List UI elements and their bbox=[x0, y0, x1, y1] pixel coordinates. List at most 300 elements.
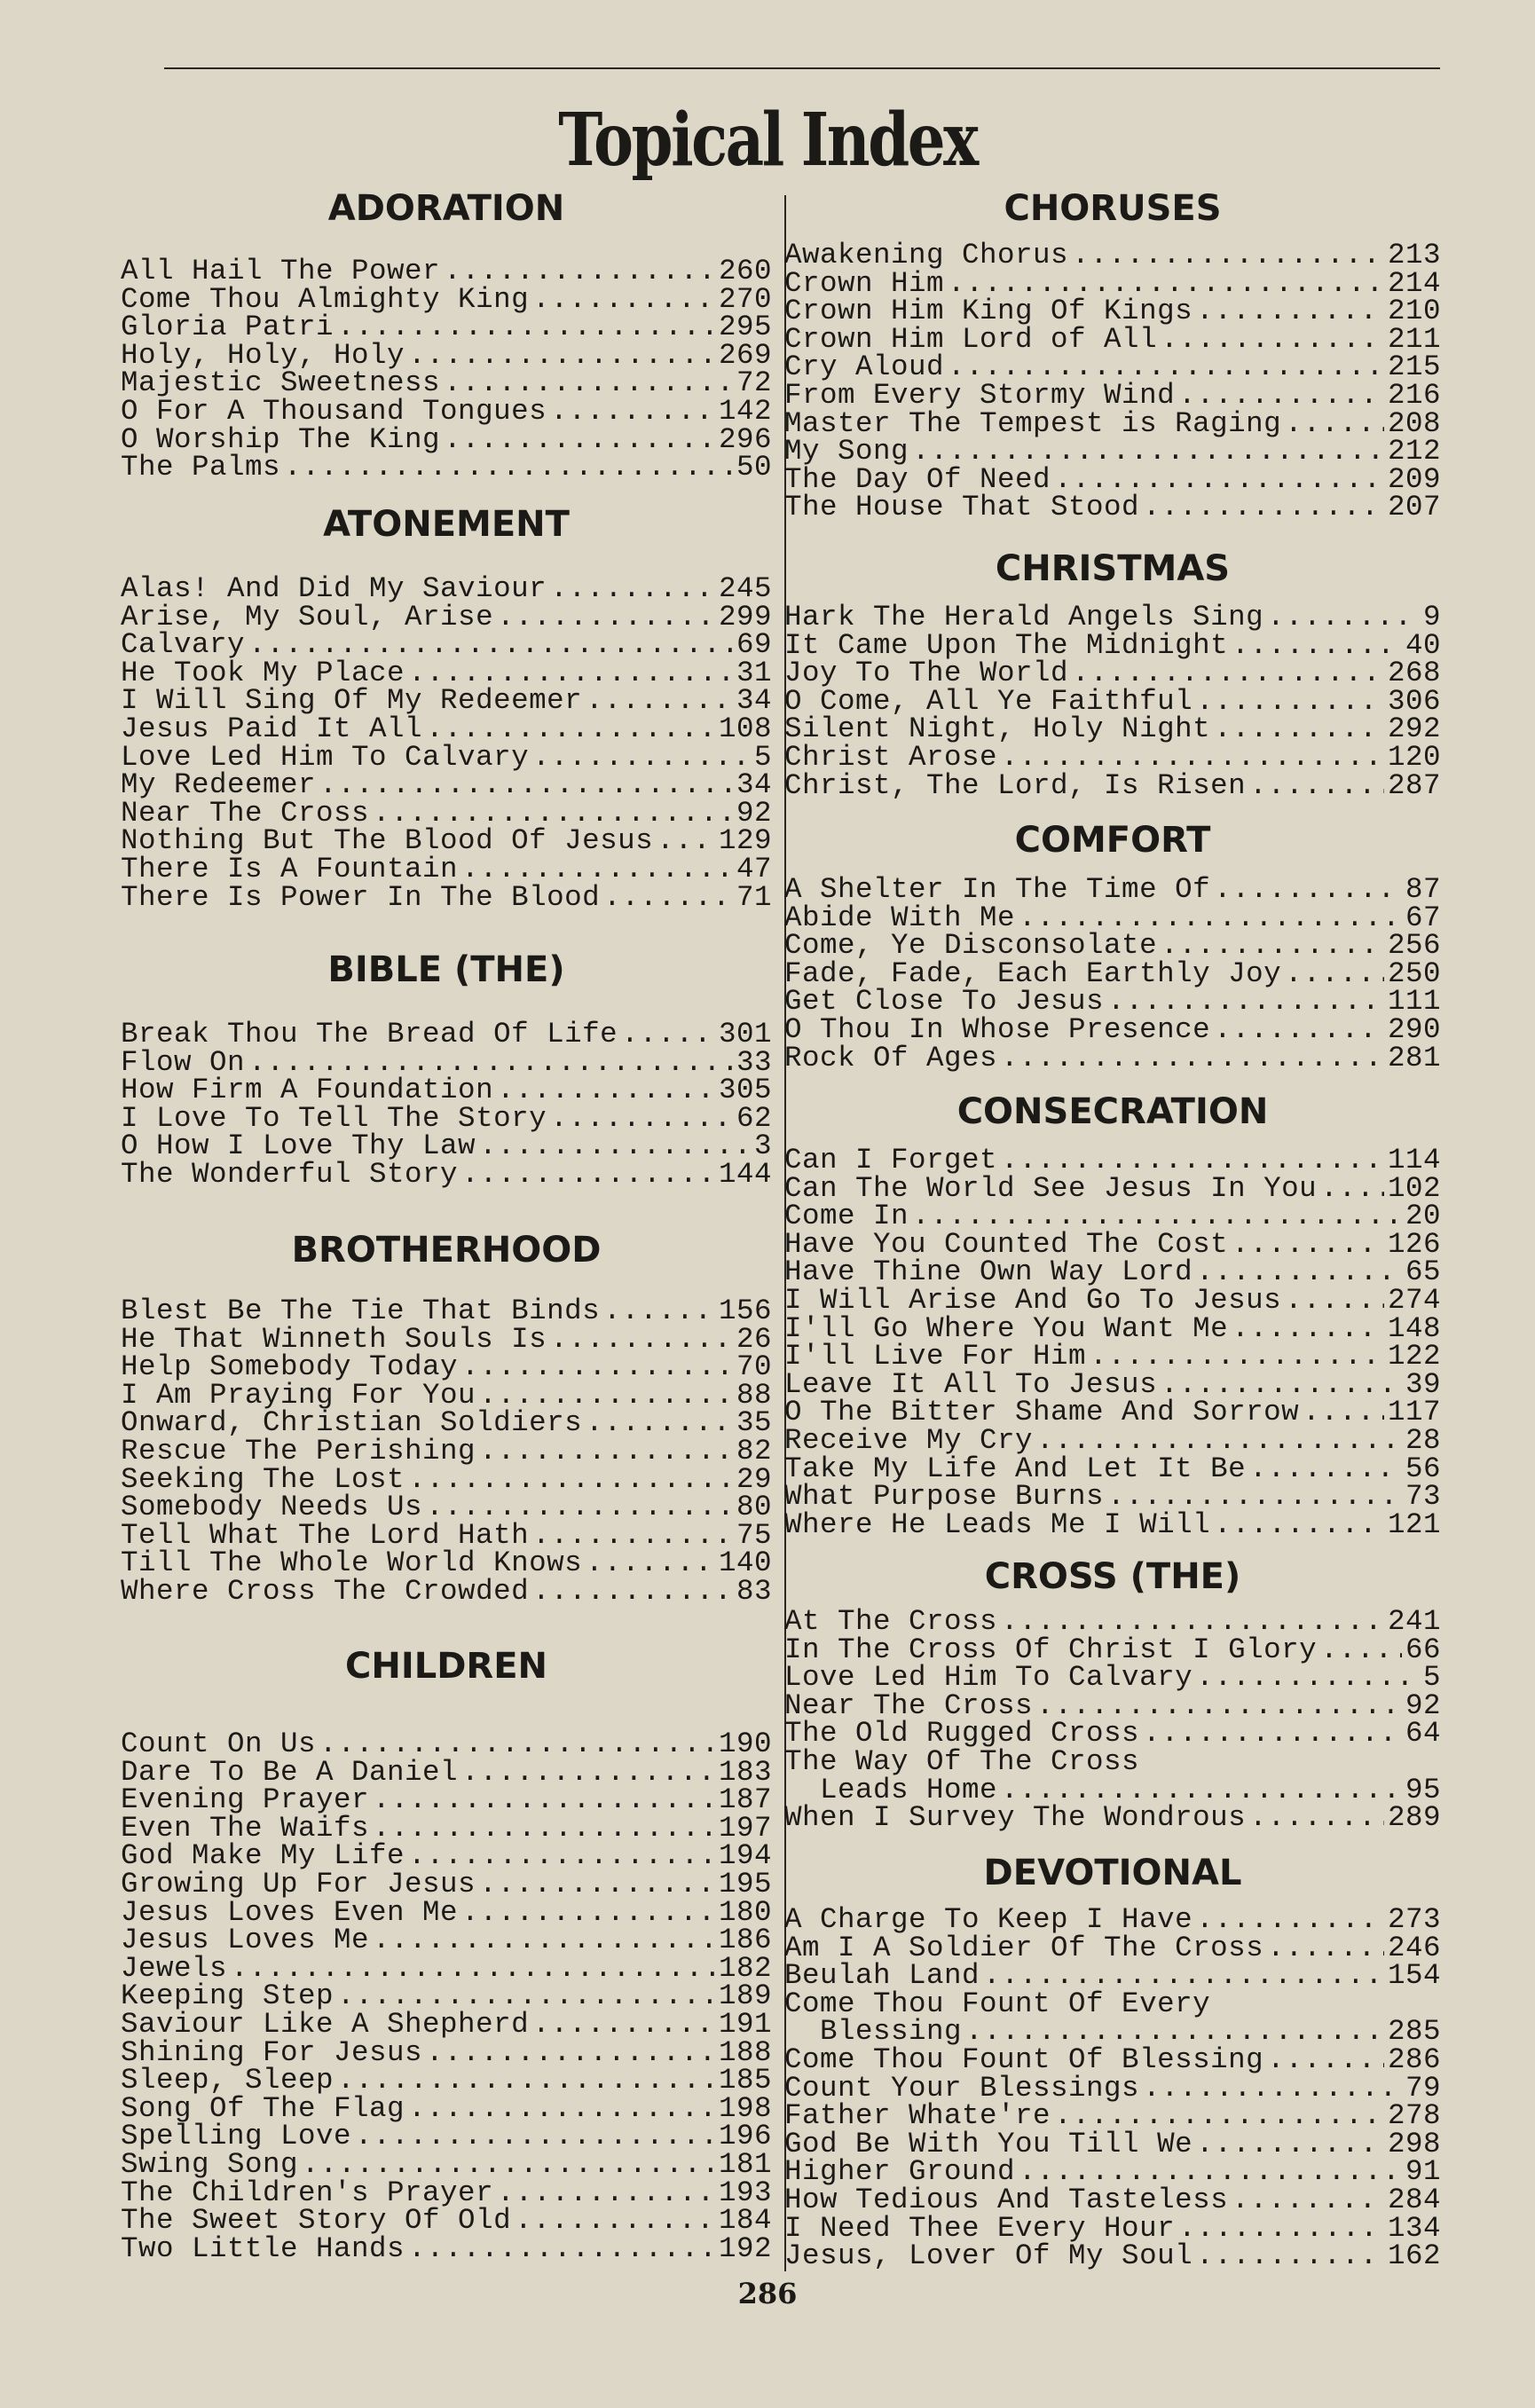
entry-page: 114 bbox=[1387, 1144, 1441, 1176]
dot-leader bbox=[532, 2011, 715, 2039]
entry-page: 83 bbox=[736, 1574, 772, 1608]
entry-page: 62 bbox=[736, 1101, 772, 1135]
index-entry bbox=[121, 1518, 772, 1552]
index-entry bbox=[121, 684, 772, 718]
entry-title: Blest Be The Tie That Binds bbox=[121, 1294, 601, 1327]
entry-page: 71 bbox=[736, 880, 772, 914]
entry-title: O How I Love Thy Law bbox=[121, 1129, 476, 1163]
index-entry bbox=[784, 1903, 1441, 1936]
entry-title: O Come, All Ye Faithful bbox=[784, 684, 1193, 718]
entry-title: The Wonderful Story bbox=[121, 1157, 459, 1191]
index-entry bbox=[784, 1311, 1441, 1345]
dot-leader bbox=[426, 1493, 733, 1522]
entry-page: 33 bbox=[736, 1045, 772, 1079]
entry-title: I Need Thee Every Hour bbox=[784, 2211, 1176, 2245]
index-entry bbox=[784, 1012, 1441, 1046]
section-title-cross-the: CROSS (THE) bbox=[984, 1556, 1241, 1597]
entry-page: 188 bbox=[718, 2035, 772, 2069]
dot-leader bbox=[550, 397, 715, 426]
index-entry bbox=[784, 437, 1441, 466]
entry-title: God Be With You Till We bbox=[784, 2127, 1193, 2160]
entry-title: Rock Of Ages bbox=[784, 1041, 998, 1074]
index-entry bbox=[121, 712, 772, 745]
index-entry bbox=[121, 656, 772, 689]
entry-title: Receive My Cry bbox=[784, 1423, 1034, 1457]
index-entry bbox=[121, 422, 772, 456]
dot-leader bbox=[1285, 410, 1384, 438]
entry-page: 186 bbox=[718, 1924, 772, 1957]
entry-page: 284 bbox=[1387, 2183, 1441, 2216]
dot-leader bbox=[550, 1326, 733, 1354]
entry-title: Blessing bbox=[820, 2015, 963, 2049]
dot-leader bbox=[1036, 1427, 1402, 1455]
index-entry bbox=[121, 768, 772, 802]
entry-title: Till The Whole World Knows bbox=[121, 1546, 583, 1580]
index-entry bbox=[784, 712, 1441, 746]
entry-page: 192 bbox=[718, 2231, 772, 2265]
entry-page: 26 bbox=[736, 1322, 772, 1356]
entry-title: Where Cross The Crowded bbox=[121, 1574, 530, 1608]
index-entry bbox=[784, 1041, 1441, 1074]
entry-title: Am I A Soldier Of The Cross bbox=[784, 1931, 1264, 1964]
dot-leader bbox=[1001, 744, 1384, 772]
index-entry bbox=[121, 2176, 772, 2209]
dot-leader bbox=[586, 1549, 715, 1578]
section-title-christmas: CHRISTMAS bbox=[995, 548, 1231, 589]
dot-leader bbox=[1001, 1608, 1384, 1636]
index-entry bbox=[784, 1773, 1441, 1806]
entry-page: 69 bbox=[736, 628, 772, 662]
entry-title: All Hail The Power bbox=[121, 255, 441, 287]
section-title-brotherhood: BROTHERHOOD bbox=[291, 1230, 602, 1271]
index-entry bbox=[121, 1434, 772, 1468]
entry-page: 269 bbox=[718, 338, 772, 372]
entry-page: 278 bbox=[1387, 2099, 1441, 2133]
entry-title: I Love To Tell The Story bbox=[121, 1101, 547, 1135]
entry-page: 198 bbox=[718, 2091, 772, 2125]
dot-leader bbox=[1249, 1804, 1384, 1832]
index-entry bbox=[784, 2183, 1441, 2216]
dot-leader bbox=[373, 1926, 715, 1955]
entry-title: Count Your Blessings bbox=[784, 2071, 1140, 2105]
index-entry bbox=[121, 1574, 772, 1608]
entry-title: Tell What The Lord Hath bbox=[121, 1518, 530, 1552]
dot-leader bbox=[319, 1730, 715, 1759]
entry-title: Jesus, Lover Of My Soul bbox=[784, 2239, 1193, 2273]
entry-title: The Children's Prayer bbox=[121, 2176, 494, 2209]
entry-page: 162 bbox=[1387, 2239, 1441, 2273]
entry-title: Break Thou The Bread Of Life bbox=[121, 1018, 618, 1051]
entry-title: The Palms bbox=[121, 451, 281, 484]
entry-page: 102 bbox=[1387, 1171, 1441, 1205]
index-entry bbox=[121, 1979, 772, 2013]
entry-title: O The Bitter Shame And Sorrow bbox=[784, 1396, 1300, 1429]
dot-leader bbox=[948, 270, 1384, 298]
dot-leader bbox=[1320, 1175, 1384, 1203]
index-entry bbox=[121, 1076, 772, 1105]
entry-title: Count On Us bbox=[121, 1727, 317, 1760]
section-title-choruses: CHORUSES bbox=[1004, 188, 1222, 229]
entry-page: 31 bbox=[736, 656, 772, 689]
dot-leader bbox=[603, 884, 733, 912]
entry-title: Near The Cross bbox=[784, 1688, 1034, 1722]
entry-title: Take My Life And Let It Be bbox=[784, 1452, 1247, 1485]
dot-leader bbox=[1232, 2186, 1384, 2215]
dot-leader bbox=[532, 744, 751, 772]
dot-leader bbox=[1019, 904, 1402, 933]
dot-leader bbox=[373, 1814, 715, 1843]
entry-title: What Purpose Burns bbox=[784, 1480, 1105, 1514]
entry-title: Silent Night, Holy Night bbox=[784, 712, 1211, 746]
entry-page: 154 bbox=[1387, 1959, 1441, 1993]
entry-page: 250 bbox=[1387, 956, 1441, 990]
entry-title: A Charge To Keep I Have bbox=[784, 1903, 1193, 1936]
entry-title: Can I Forget bbox=[784, 1144, 998, 1176]
dot-leader bbox=[497, 603, 715, 632]
index-entry bbox=[784, 1744, 1441, 1778]
dot-leader bbox=[1054, 466, 1384, 494]
entry-title: Arise, My Soul, Arise bbox=[121, 600, 494, 633]
entry-page: 122 bbox=[1387, 1340, 1441, 1373]
index-entry bbox=[121, 2122, 772, 2151]
dot-leader bbox=[444, 426, 715, 454]
index-entry bbox=[784, 1987, 1441, 2020]
index-entry bbox=[121, 1378, 772, 1412]
index-entry bbox=[784, 1146, 1441, 1175]
index-entry bbox=[784, 956, 1441, 990]
entry-page: 182 bbox=[718, 1951, 772, 1985]
entry-title: Dare To Be A Daniel bbox=[121, 1755, 459, 1789]
dot-leader bbox=[1178, 2215, 1384, 2243]
entry-title: When I Survey The Wondrous bbox=[784, 1801, 1247, 1835]
entry-title: Have You Counted The Cost bbox=[784, 1227, 1229, 1261]
entry-page: 209 bbox=[1387, 462, 1441, 496]
index-entry bbox=[121, 1727, 772, 1760]
entry-page: 286 bbox=[1387, 2042, 1441, 2076]
index-entry bbox=[784, 1480, 1441, 1514]
index-entry bbox=[784, 297, 1441, 326]
entry-page: 290 bbox=[1387, 1012, 1441, 1046]
entry-title: He That Winneth Souls Is bbox=[121, 1322, 547, 1356]
index-entry bbox=[784, 2015, 1441, 2049]
entry-title: Love Led Him To Calvary bbox=[121, 740, 530, 774]
index-entry bbox=[121, 1322, 772, 1356]
dot-leader bbox=[337, 2066, 715, 2095]
index-entry bbox=[784, 1255, 1441, 1289]
entry-title: The Way Of The Cross bbox=[784, 1744, 1140, 1778]
dot-leader bbox=[532, 1578, 733, 1606]
dot-leader bbox=[497, 2179, 715, 2207]
entry-title: Abide With Me bbox=[784, 901, 1016, 934]
dot-leader bbox=[1161, 326, 1384, 354]
entry-page: 196 bbox=[718, 2120, 772, 2153]
entry-page: 195 bbox=[718, 1867, 772, 1900]
dot-leader bbox=[444, 257, 715, 286]
dot-leader bbox=[586, 687, 733, 715]
dot-leader bbox=[621, 1020, 715, 1049]
index-entry bbox=[784, 1398, 1441, 1427]
entry-title: Come, Ye Disconsolate bbox=[784, 929, 1158, 963]
dot-leader bbox=[461, 855, 733, 884]
entry-title: Have Thine Own Way Lord bbox=[784, 1255, 1193, 1289]
section-list-christmas bbox=[784, 601, 1441, 802]
entry-page: 142 bbox=[718, 394, 772, 428]
dot-leader bbox=[550, 575, 715, 603]
dot-leader bbox=[1249, 772, 1384, 800]
index-entry bbox=[784, 628, 1441, 662]
entry-title: Keeping Step bbox=[121, 1979, 335, 2013]
index-entry bbox=[121, 2204, 772, 2238]
dot-leader bbox=[319, 771, 733, 799]
index-entry bbox=[121, 313, 772, 342]
dot-leader bbox=[1196, 297, 1384, 326]
dot-leader bbox=[1090, 1342, 1384, 1371]
index-entry bbox=[121, 2007, 772, 2041]
section-title-bible-the: BIBLE (THE) bbox=[327, 949, 565, 990]
section-title-adoration: ADORATION bbox=[327, 188, 565, 229]
dot-leader bbox=[586, 1409, 733, 1437]
dot-leader bbox=[1143, 1719, 1402, 1748]
dot-leader bbox=[1249, 1455, 1402, 1483]
entry-title: Love Led Him To Calvary bbox=[784, 1661, 1193, 1695]
entry-page: 120 bbox=[1387, 740, 1441, 774]
index-entry bbox=[784, 1801, 1441, 1835]
section-list-adoration bbox=[121, 257, 772, 482]
index-entry bbox=[121, 1839, 772, 1873]
entry-page: 289 bbox=[1387, 1801, 1441, 1835]
entry-title: Crown Him bbox=[784, 266, 945, 300]
index-entry bbox=[784, 659, 1441, 688]
index-entry bbox=[121, 257, 772, 286]
dot-leader bbox=[1036, 1692, 1402, 1720]
entry-page: 215 bbox=[1387, 350, 1441, 384]
entry-page: 134 bbox=[1387, 2211, 1441, 2245]
section-title-consecration: CONSECRATION bbox=[956, 1091, 1269, 1132]
entry-title: Joy To The World bbox=[784, 657, 1069, 690]
entry-title: Growing Up For Jesus bbox=[121, 1867, 476, 1900]
entry-page: 35 bbox=[736, 1406, 772, 1440]
dot-leader bbox=[1196, 1258, 1402, 1287]
index-entry bbox=[784, 378, 1441, 412]
index-entry bbox=[121, 1546, 772, 1580]
entry-title: Get Close To Jesus bbox=[784, 985, 1105, 1019]
dot-leader bbox=[337, 313, 715, 342]
entry-title: Even The Waifs bbox=[121, 1811, 370, 1845]
dot-leader bbox=[912, 1202, 1402, 1231]
entry-page: 285 bbox=[1387, 2015, 1441, 2049]
entry-title: Jesus Loves Me bbox=[121, 1924, 370, 1957]
index-entry bbox=[784, 603, 1441, 632]
entry-title: Come Thou Fount Of Every bbox=[784, 1987, 1211, 2020]
index-entry bbox=[784, 1507, 1441, 1541]
entry-title: Swing Song bbox=[121, 2147, 299, 2181]
index-entry bbox=[121, 453, 772, 482]
entry-page: 80 bbox=[736, 1491, 772, 1524]
section-list-devotional bbox=[784, 1903, 1441, 2273]
entry-page: 216 bbox=[1387, 378, 1441, 412]
index-entry bbox=[784, 266, 1441, 300]
dot-leader bbox=[1232, 632, 1402, 660]
dot-leader bbox=[1267, 1934, 1384, 1963]
section-list-choruses bbox=[784, 241, 1441, 522]
entry-title: Father Whate're bbox=[784, 2099, 1051, 2133]
entry-page: 181 bbox=[718, 2147, 772, 2181]
dot-leader bbox=[1285, 960, 1384, 988]
dot-leader bbox=[1107, 988, 1384, 1016]
entry-title: In The Cross Of Christ I Glory bbox=[784, 1633, 1318, 1666]
entry-page: 92 bbox=[1405, 1688, 1441, 1722]
section-list-consecration bbox=[784, 1144, 1441, 1541]
entry-page: 211 bbox=[1387, 322, 1441, 356]
entry-page: 190 bbox=[718, 1727, 772, 1760]
dot-leader bbox=[1107, 1483, 1402, 1511]
entry-title: A Shelter In The Time Of bbox=[784, 873, 1211, 906]
dot-leader bbox=[408, 659, 733, 688]
index-entry bbox=[784, 2042, 1441, 2076]
entry-page: 91 bbox=[1405, 2155, 1441, 2189]
dot-leader bbox=[373, 799, 733, 828]
entry-title: From Every Stormy Wind bbox=[784, 378, 1176, 412]
entry-page: 245 bbox=[718, 572, 772, 605]
entry-title: The Sweet Story Of Old bbox=[121, 2204, 512, 2238]
index-entry bbox=[121, 1101, 772, 1135]
index-entry bbox=[784, 684, 1441, 718]
index-entry bbox=[121, 1294, 772, 1327]
entry-page: 65 bbox=[1405, 1255, 1441, 1289]
entry-title: I'll Live For Him bbox=[784, 1340, 1087, 1373]
dot-leader bbox=[1214, 1016, 1384, 1044]
index-entry bbox=[121, 1020, 772, 1049]
entry-title: My Redeemer bbox=[121, 768, 317, 802]
entry-title: Christ, The Lord, Is Risen bbox=[784, 768, 1247, 802]
entry-title: Holy, Holy, Holy bbox=[121, 338, 405, 372]
entry-page: 273 bbox=[1387, 1903, 1441, 1936]
index-entry bbox=[784, 1202, 1441, 1231]
entry-page: 79 bbox=[1405, 2071, 1441, 2105]
entry-page: 75 bbox=[736, 1518, 772, 1552]
dot-leader bbox=[1196, 688, 1384, 716]
entry-page: 121 bbox=[1387, 1507, 1441, 1541]
index-entry bbox=[784, 1452, 1441, 1485]
entry-title: Evening Prayer bbox=[121, 1783, 370, 1817]
entry-page: 56 bbox=[1405, 1452, 1441, 1485]
entry-title: He Took My Place bbox=[121, 656, 405, 689]
entry-title: I'll Go Where You Want Me bbox=[784, 1311, 1229, 1345]
entry-page: 301 bbox=[718, 1018, 772, 1051]
index-entry bbox=[121, 1129, 772, 1163]
index-entry bbox=[121, 2147, 772, 2181]
index-entry bbox=[121, 1493, 772, 1522]
entry-title: Higher Ground bbox=[784, 2155, 1016, 2189]
index-entry bbox=[784, 929, 1441, 963]
dot-leader bbox=[1054, 2102, 1384, 2130]
index-entry bbox=[784, 350, 1441, 384]
dot-leader bbox=[1143, 493, 1384, 522]
dot-leader bbox=[426, 715, 715, 744]
entry-title: Beulah Land bbox=[784, 1959, 980, 1993]
dot-leader bbox=[1267, 603, 1420, 632]
entry-title: Jesus Paid It All bbox=[121, 712, 423, 745]
entry-page: 270 bbox=[718, 282, 772, 316]
entry-title: Sleep, Sleep bbox=[121, 2064, 335, 2097]
index-entry bbox=[121, 1406, 772, 1440]
index-entry bbox=[784, 1605, 1441, 1638]
entry-page: 281 bbox=[1387, 1041, 1441, 1074]
entry-title: Spelling Love bbox=[121, 2120, 352, 2153]
entry-page: 274 bbox=[1387, 1283, 1441, 1317]
section-list-bible-the bbox=[121, 1020, 772, 1189]
dot-leader bbox=[1285, 1287, 1384, 1315]
index-entry bbox=[121, 572, 772, 605]
index-entry bbox=[121, 2091, 772, 2125]
section-list-children bbox=[121, 1727, 772, 2265]
dot-leader bbox=[515, 2207, 715, 2235]
entry-title: My Song bbox=[784, 435, 909, 468]
index-entry bbox=[784, 2239, 1441, 2273]
entry-title: Come Thou Fount Of Blessing bbox=[784, 2042, 1264, 2076]
index-entry bbox=[121, 740, 772, 774]
index-entry bbox=[121, 628, 772, 662]
dot-leader bbox=[965, 2018, 1384, 2046]
entry-title: Nothing But The Blood Of Jesus bbox=[121, 824, 654, 858]
entry-title: Somebody Needs Us bbox=[121, 1491, 423, 1524]
entry-page: 5 bbox=[753, 740, 772, 774]
entry-page: 214 bbox=[1387, 266, 1441, 300]
dot-leader bbox=[461, 1759, 715, 1787]
dot-leader bbox=[912, 437, 1384, 466]
entry-page: 189 bbox=[718, 1979, 772, 2013]
entry-page: 246 bbox=[1387, 1931, 1441, 1964]
page-number: 286 bbox=[737, 2277, 798, 2310]
entry-title: How Firm A Foundation bbox=[121, 1074, 494, 1107]
dot-leader bbox=[1267, 2046, 1384, 2074]
dot-leader bbox=[284, 453, 733, 482]
entry-title: Leads Home bbox=[820, 1773, 998, 1806]
entry-title: Crown Him King Of Kings bbox=[784, 295, 1193, 328]
index-entry bbox=[784, 1423, 1441, 1457]
index-entry bbox=[121, 796, 772, 830]
entry-page: 197 bbox=[718, 1811, 772, 1845]
entry-page: 73 bbox=[1405, 1480, 1441, 1514]
index-entry bbox=[784, 241, 1441, 270]
dot-leader bbox=[461, 1161, 715, 1189]
entry-title: Rescue The Perishing bbox=[121, 1434, 476, 1468]
entry-title: Leave It All To Jesus bbox=[784, 1367, 1158, 1401]
dot-leader bbox=[550, 1105, 733, 1133]
entry-page: 295 bbox=[718, 311, 772, 344]
index-entry bbox=[784, 1227, 1441, 1261]
entry-page: 108 bbox=[718, 712, 772, 745]
entry-page: 40 bbox=[1405, 628, 1441, 662]
index-entry bbox=[121, 1811, 772, 1845]
entry-title: O Thou In Whose Presence bbox=[784, 1012, 1211, 1046]
dot-leader bbox=[408, 2235, 715, 2263]
entry-page: 88 bbox=[736, 1378, 772, 1412]
index-entry bbox=[121, 282, 772, 316]
index-entry bbox=[121, 2231, 772, 2265]
dot-leader bbox=[373, 1786, 715, 1814]
dot-leader bbox=[337, 1982, 715, 2011]
entry-title: I Am Praying For You bbox=[121, 1378, 476, 1412]
entry-title: Majestic Sweetness bbox=[121, 366, 441, 400]
entry-page: 50 bbox=[736, 451, 772, 484]
entry-title: Christ Arose bbox=[784, 740, 998, 774]
section-list-brotherhood bbox=[121, 1294, 772, 1608]
entry-title: Jesus Loves Even Me bbox=[121, 1895, 459, 1929]
dot-leader bbox=[983, 1962, 1384, 1990]
entry-title: The House That Stood bbox=[784, 491, 1140, 524]
dot-leader bbox=[1001, 1776, 1402, 1805]
